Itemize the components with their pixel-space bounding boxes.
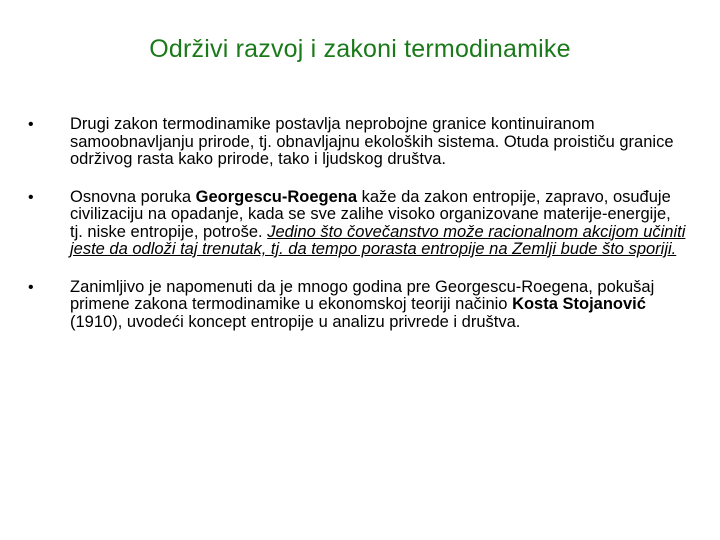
slide-title: Održivi razvoj i zakoni termodinamike xyxy=(149,35,571,63)
author-name: Kosta Stojanović xyxy=(512,295,646,313)
bullet-dot-icon: • xyxy=(28,188,34,206)
author-name: Georgescu-Roegena xyxy=(195,187,358,206)
bullet-text-intro: Zanimljivo je napomenuti da je mnogo godina pre Georgescu-Roegena, pokušaj primene zakona termodinamike u ekonomskoj teoriji načinio xyxy=(70,277,655,313)
bullet-text-body: (1910), uvodeći koncept entropije u analizu privrede i društva. xyxy=(70,312,521,331)
bullet-text-intro: Osnovna poruka xyxy=(70,187,196,206)
bullet-item-3 xyxy=(28,279,688,332)
bullet-item-2 xyxy=(28,189,688,259)
bullet-dot-icon: • xyxy=(28,278,34,296)
bullet-text: Drugi zakon termodinamike postavlja neprobojne granice kontinuiranom samoobnavljanju prirode, tj. obnavljajnu ekoloških sistema. Otuda proističu granice održivog rasta kako prirode, tako i ljudskog društva. xyxy=(70,115,674,168)
bullet-dot-icon: • xyxy=(28,116,34,133)
bullet-list xyxy=(28,116,688,351)
bullet-text-body: kaže da zakon entropije, zapravo, osuđuje civilizaciju na opadanje, kada se sve zalihe visoko organizovane materije-energije, tj. niske entropije, potroše. xyxy=(70,187,671,241)
bullet-item-1 xyxy=(28,116,688,169)
emphasized-text: Jedino što čovečanstvo može racionalnom akcijom učiniti jeste da odloži taj trenutak, tj. da tempo porasta entropije na Zemlji bude što sporiji. xyxy=(70,222,686,258)
